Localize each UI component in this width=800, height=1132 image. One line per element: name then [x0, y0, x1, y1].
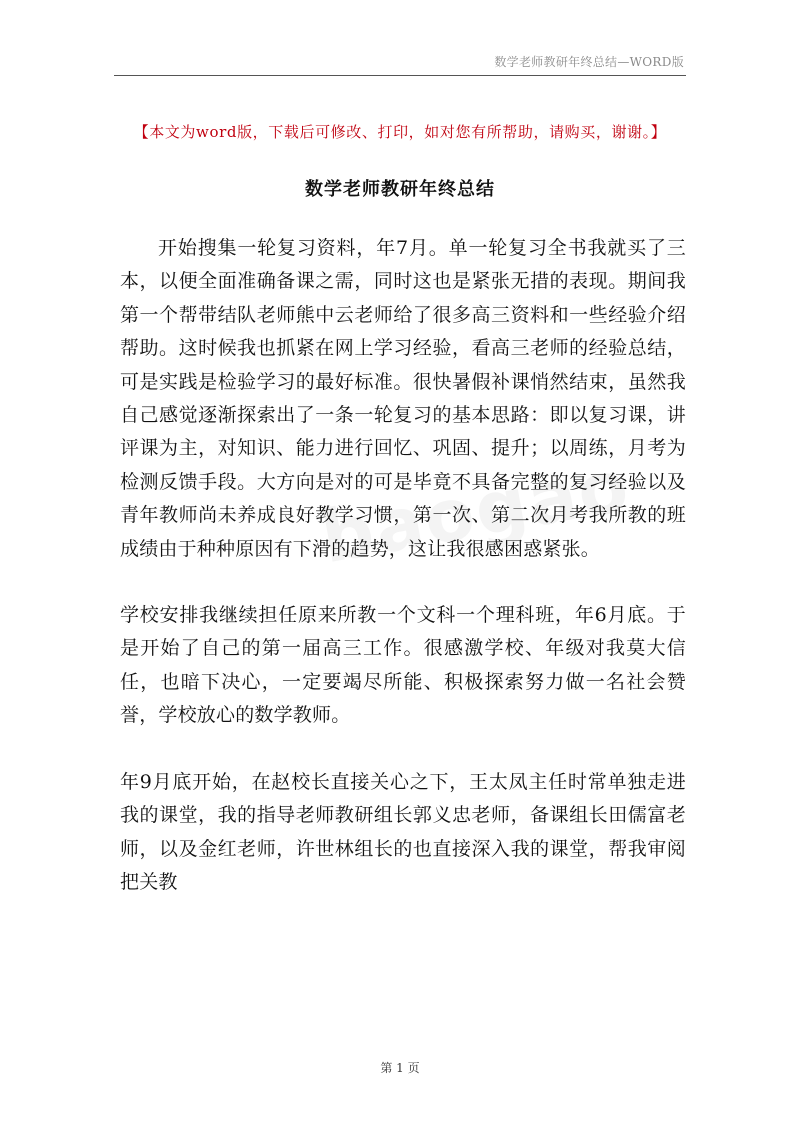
paragraph-1: 开始搜集一轮复习资料，年7月。单一轮复习全书我就买了三本，以便全面准确备课之需，同时这也是紧张无措的表现。期间我第一个帮带结队老师熊中云老师给了很多高三资料和一些经验介绍帮助。这时候我也抓紧在网上学习经验，看高三老师的经验总结，可是实践是检验学习的最好标准。很快暑假补课悄然结束，虽然我自己感觉逐渐探索出了一条一轮复习的基本思路：即以复习课，讲评课为主，对知识、能力进行回忆、巩固、提升；以周练，月考为检测反馈手段。大方向是对的可是毕竟不具备完整的复习经验以及青年教师尚未养成良好教学习惯，第一次、第二次月考我所教的班成绩由于种种原因有下滑的趋势，这让我很感困惑紧张。 [120, 237, 686, 560]
header-divider [114, 75, 686, 76]
running-header: 数学老师教研年终总结—WORD版 [494, 55, 684, 69]
purchase-notice: 【本文为word版，下载后可修改、打印，如对您有所帮助，请购买，谢谢。】 [133, 123, 667, 141]
paragraph-2: 学校安排我继续担任原来所教一个文科一个理科班，年6月底。于是开始了自己的第一届高三工作。很感激学校、年级对我莫大信任，也暗下决心，一定要竭尽所能、积极探索努力做一名社会赞誉，学校放心的数学教师。 [120, 604, 686, 727]
page-number: 第 1 页 [380, 1061, 420, 1075]
document-body [120, 232, 686, 899]
document-title: 数学老师教研年终总结 [305, 179, 495, 200]
paragraph-3: 年9月底开始，在赵校长直接关心之下，王太凤主任时常单独走进我的课堂，我的指导老师教研组长郭义忠老师，备课组长田儒富老师，以及金红老师，许世林组长的也直接深入我的课堂，帮我审阅把关教 [120, 770, 686, 893]
